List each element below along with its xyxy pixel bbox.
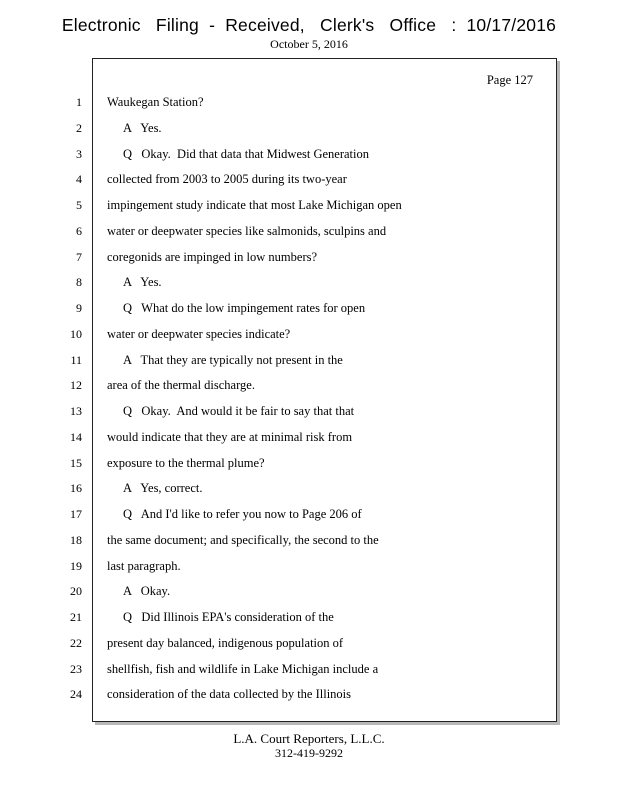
line-number: 12: [70, 378, 82, 393]
line-number: 17: [70, 507, 82, 521]
transcript-line: collected from 2003 to 2005 during its two-year: [107, 172, 347, 187]
line-number: 11: [70, 352, 82, 367]
transcript-line: the same document; and specifically, the second to the: [107, 532, 379, 547]
line-number: 24: [70, 687, 82, 702]
line-number: 7: [76, 249, 82, 264]
transcript-line: would indicate that they are at minimal risk from: [107, 429, 353, 444]
transcript-line: Q What do the low impingement rates for open: [123, 301, 366, 315]
line-number: 23: [70, 661, 82, 676]
transcript-line: exposure to the thermal plume?: [107, 455, 265, 470]
transcript-line: A Yes, correct.: [123, 481, 203, 496]
transcript-line: water or deepwater species like salmonids, sculpins and: [107, 223, 387, 238]
transcript-line: Q Okay. And would it be fair to say that that: [123, 404, 355, 418]
line-number: 22: [70, 635, 82, 650]
transcript-line: Q And I'd like to refer you now to Page 206 of: [123, 507, 362, 521]
transcript-line: impingement study indicate that most Lake Michigan open: [107, 198, 402, 212]
transcript-line: A That they are typically not present in the: [123, 352, 343, 367]
line-number: 5: [76, 198, 82, 212]
transcript-line: consideration of the data collected by the Illinois: [107, 687, 352, 702]
transcript-line: shellfish, fish and wildlife in Lake Michigan include a: [107, 661, 379, 676]
transcript-line: area of the thermal discharge.: [107, 378, 255, 393]
line-number: 2: [76, 120, 82, 135]
footer-company: L.A. Court Reporters, L.L.C.: [233, 731, 385, 746]
transcript-line: water or deepwater species indicate?: [107, 326, 291, 341]
page-number: Page 127: [486, 73, 533, 87]
footer-phone: 312-419-9292: [275, 746, 343, 760]
line-number: 10: [70, 326, 82, 341]
transcript-line: A Okay.: [123, 584, 171, 599]
line-number: 19: [70, 558, 82, 573]
transcript-line: last paragraph.: [107, 558, 181, 573]
transcript-line: Waukegan Station?: [107, 95, 204, 109]
filing-stamp: Electronic Filing - Received, Clerk's Office : 10/17/2016: [61, 15, 557, 35]
transcript-line: present day balanced, indigenous population of: [107, 635, 344, 650]
line-number: 21: [70, 610, 82, 624]
line-number: 16: [70, 481, 82, 496]
line-number: 6: [76, 223, 82, 238]
line-number: 1: [76, 95, 82, 109]
transcript-line: A Yes.: [123, 275, 162, 290]
transcript-line: Q Did Illinois EPA's consideration of the: [123, 610, 334, 624]
line-number: 15: [70, 455, 82, 470]
line-number: 18: [70, 532, 82, 547]
line-number: 14: [70, 429, 82, 444]
header-date: October 5, 2016: [270, 37, 348, 51]
line-number: 3: [76, 146, 82, 161]
transcript-line: A Yes.: [123, 120, 162, 135]
line-number: 4: [76, 172, 82, 187]
line-number: 20: [70, 584, 82, 599]
transcript-line: coregonids are impinged in low numbers?: [107, 249, 318, 264]
line-number: 13: [70, 404, 82, 418]
transcript-line: Q Okay. Did that data that Midwest Generation: [123, 146, 370, 161]
line-number: 9: [76, 301, 82, 315]
line-number: 8: [76, 275, 82, 290]
